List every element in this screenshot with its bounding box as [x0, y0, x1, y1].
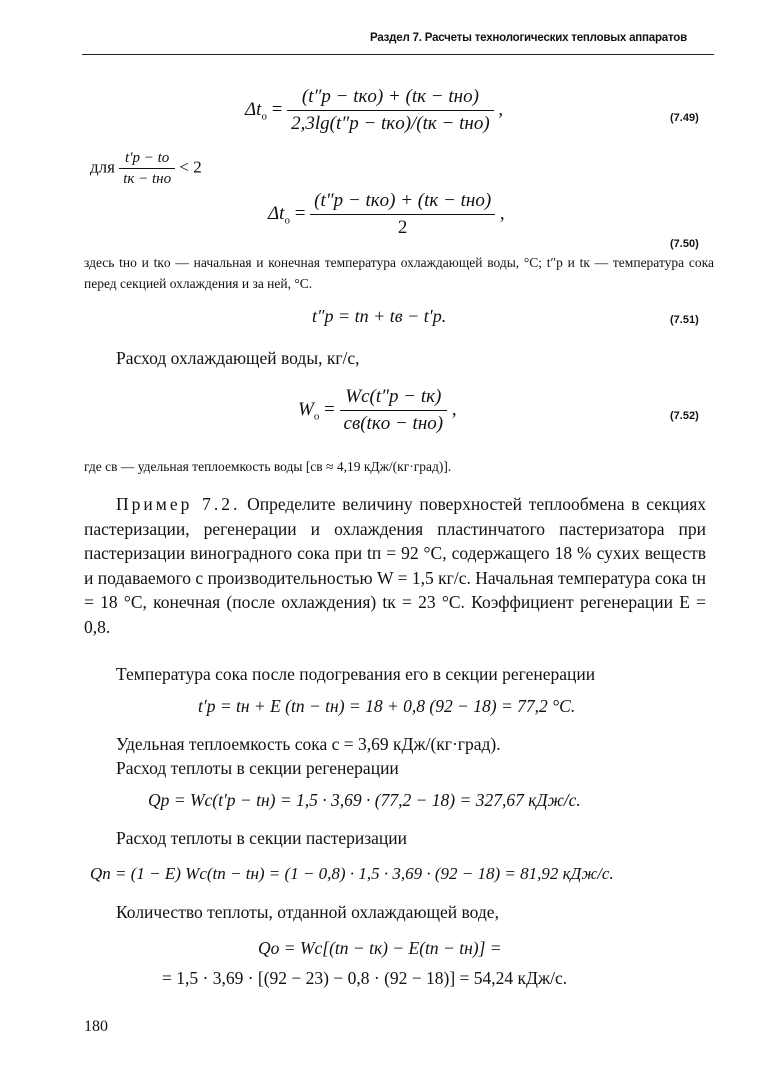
heat-past-heading: Расход теплоты в секции пастеризации [116, 828, 408, 848]
equation-7-51: t″p = tп + tв − t′p. [312, 306, 447, 326]
heat-capacity-line: Удельная теплоемкость сока c = 3,69 кДж/(кг·град). [116, 734, 501, 754]
formula-q-o-line1: Qo = Wc[(tп − tк) − E(tп − tн)] = [258, 938, 502, 958]
where-note-1: здесь tнo и tкo — начальная и конечная температура охлаждающей воды, °С; t″p и tк — температура сока перед секцией охлаждения и за ней, °С. [84, 255, 714, 291]
eq50-fraction [310, 188, 495, 241]
eq52-numerator: Wc(t″p − tк) [340, 384, 448, 411]
equation-7-49: $\Delta t_o$ = $\frac{\text{(t″p − tкo) + (tк − tнo)}}{\text{2,3lg(t″p − tкo)/(tк − tнo)}}$ , [245, 84, 503, 137]
equation-7-50: $\Delta t_o$ = $\frac{\text{(t″p − tкo) + (tк − tнo)}}{2}$ , [268, 188, 505, 241]
header-rule [82, 54, 714, 55]
formula-q-o-line2: = 1,5 · 3,69 · [(92 − 23) − 0,8 · (92 − 18)] = 54,24 кДж/с. [162, 968, 568, 988]
eq52-lhs: W [298, 398, 314, 420]
example-body: Определите величину поверхностей теплообмена в секциях пастеризации, регенерации и охлаждения пластинчатого пастеризатора при пастеризации виноградного сока при tп = 92 °С, содержащего 18 % сухих веществ и подаваемого с производительностью W = 1,5 кг/с. Начальная температура сока tн = 18 °С, конечная (после охлаждения) tк = 23 °С. Коэффициент регенерации E = 0,8. [84, 494, 706, 637]
formula-q-p: Qp = Wc(t′p − tн) = 1,5 · 3,69 · (77,2 − 18) = 327,67 кДж/с. [148, 790, 581, 810]
condition-prefix: для [90, 157, 115, 177]
eq49-tail: , [498, 98, 504, 120]
condition [90, 148, 202, 189]
formula-q-past: Qп = (1 − E) Wc(tп − tн) = (1 − 0,8) · 1,5 · 3,69 · (92 − 18) = 81,92 кДж/с. [90, 864, 614, 883]
condition-fraction [119, 148, 175, 189]
condition-denominator: tк − tнo [123, 171, 172, 187]
eq49-label: (7.49) [670, 112, 699, 124]
heat-regen-heading: Расход теплоты в секции регенерации [116, 758, 399, 778]
eq52-label: (7.52) [670, 410, 699, 422]
eq52-fraction [340, 384, 448, 437]
eq50-label: (7.50) [670, 238, 699, 250]
temp-after-heading: Температура сока после подогревания его в секции регенерации [116, 664, 596, 684]
eq52-denominator: cв(tкo − tнo) [343, 413, 444, 434]
example-lead: Пример 7.2. [116, 494, 241, 514]
eq50-denominator: 2 [397, 217, 408, 238]
eq50-lhs: Δt [268, 202, 285, 224]
eq51-label: (7.51) [670, 314, 699, 326]
eq52-lhs-sub: o [313, 410, 320, 423]
flow-heading: Расход охлаждающей воды, кг/с, [116, 348, 360, 368]
eq49-fraction [287, 84, 494, 137]
eq49-denominator: 2,3lg(t″p − tкo)/(tк − tнo) [291, 113, 490, 134]
eq49-lhs: Δt [245, 98, 262, 120]
example-paragraph [84, 492, 706, 639]
eq50-lhs-sub: o [284, 214, 290, 227]
eq49-numerator: (t″p − tкo) + (tк − tнo) [287, 84, 494, 111]
eq52-tail: , [451, 398, 457, 420]
formula-t-p: t′p = tн + E (tп − tн) = 18 + 0,8 (92 − 18) = 77,2 °С. [198, 696, 576, 716]
running-header: Раздел 7. Расчеты технологических тепловых аппаратов [370, 32, 687, 44]
heat-cool-heading: Количество теплоты, отданной охлаждающей воде, [116, 902, 499, 922]
where-note-2: где cв — удельная теплоемкость воды [cв ≈ 4,19 кДж/(кг·град)]. [84, 459, 452, 474]
eq50-tail: , [499, 202, 505, 224]
equation-7-52: $W_o$ = $\frac{Wc(t''p - tк)}{\text{cв(tкo − tнo)}}$ , [298, 384, 457, 437]
page-number: 180 [84, 1018, 108, 1035]
condition-tail: < 2 [179, 157, 202, 177]
condition-numerator: t′p − to [119, 148, 175, 169]
eq49-lhs-sub: o [261, 110, 267, 123]
eq50-numerator: (t″p − tкo) + (tк − tнo) [310, 188, 495, 215]
